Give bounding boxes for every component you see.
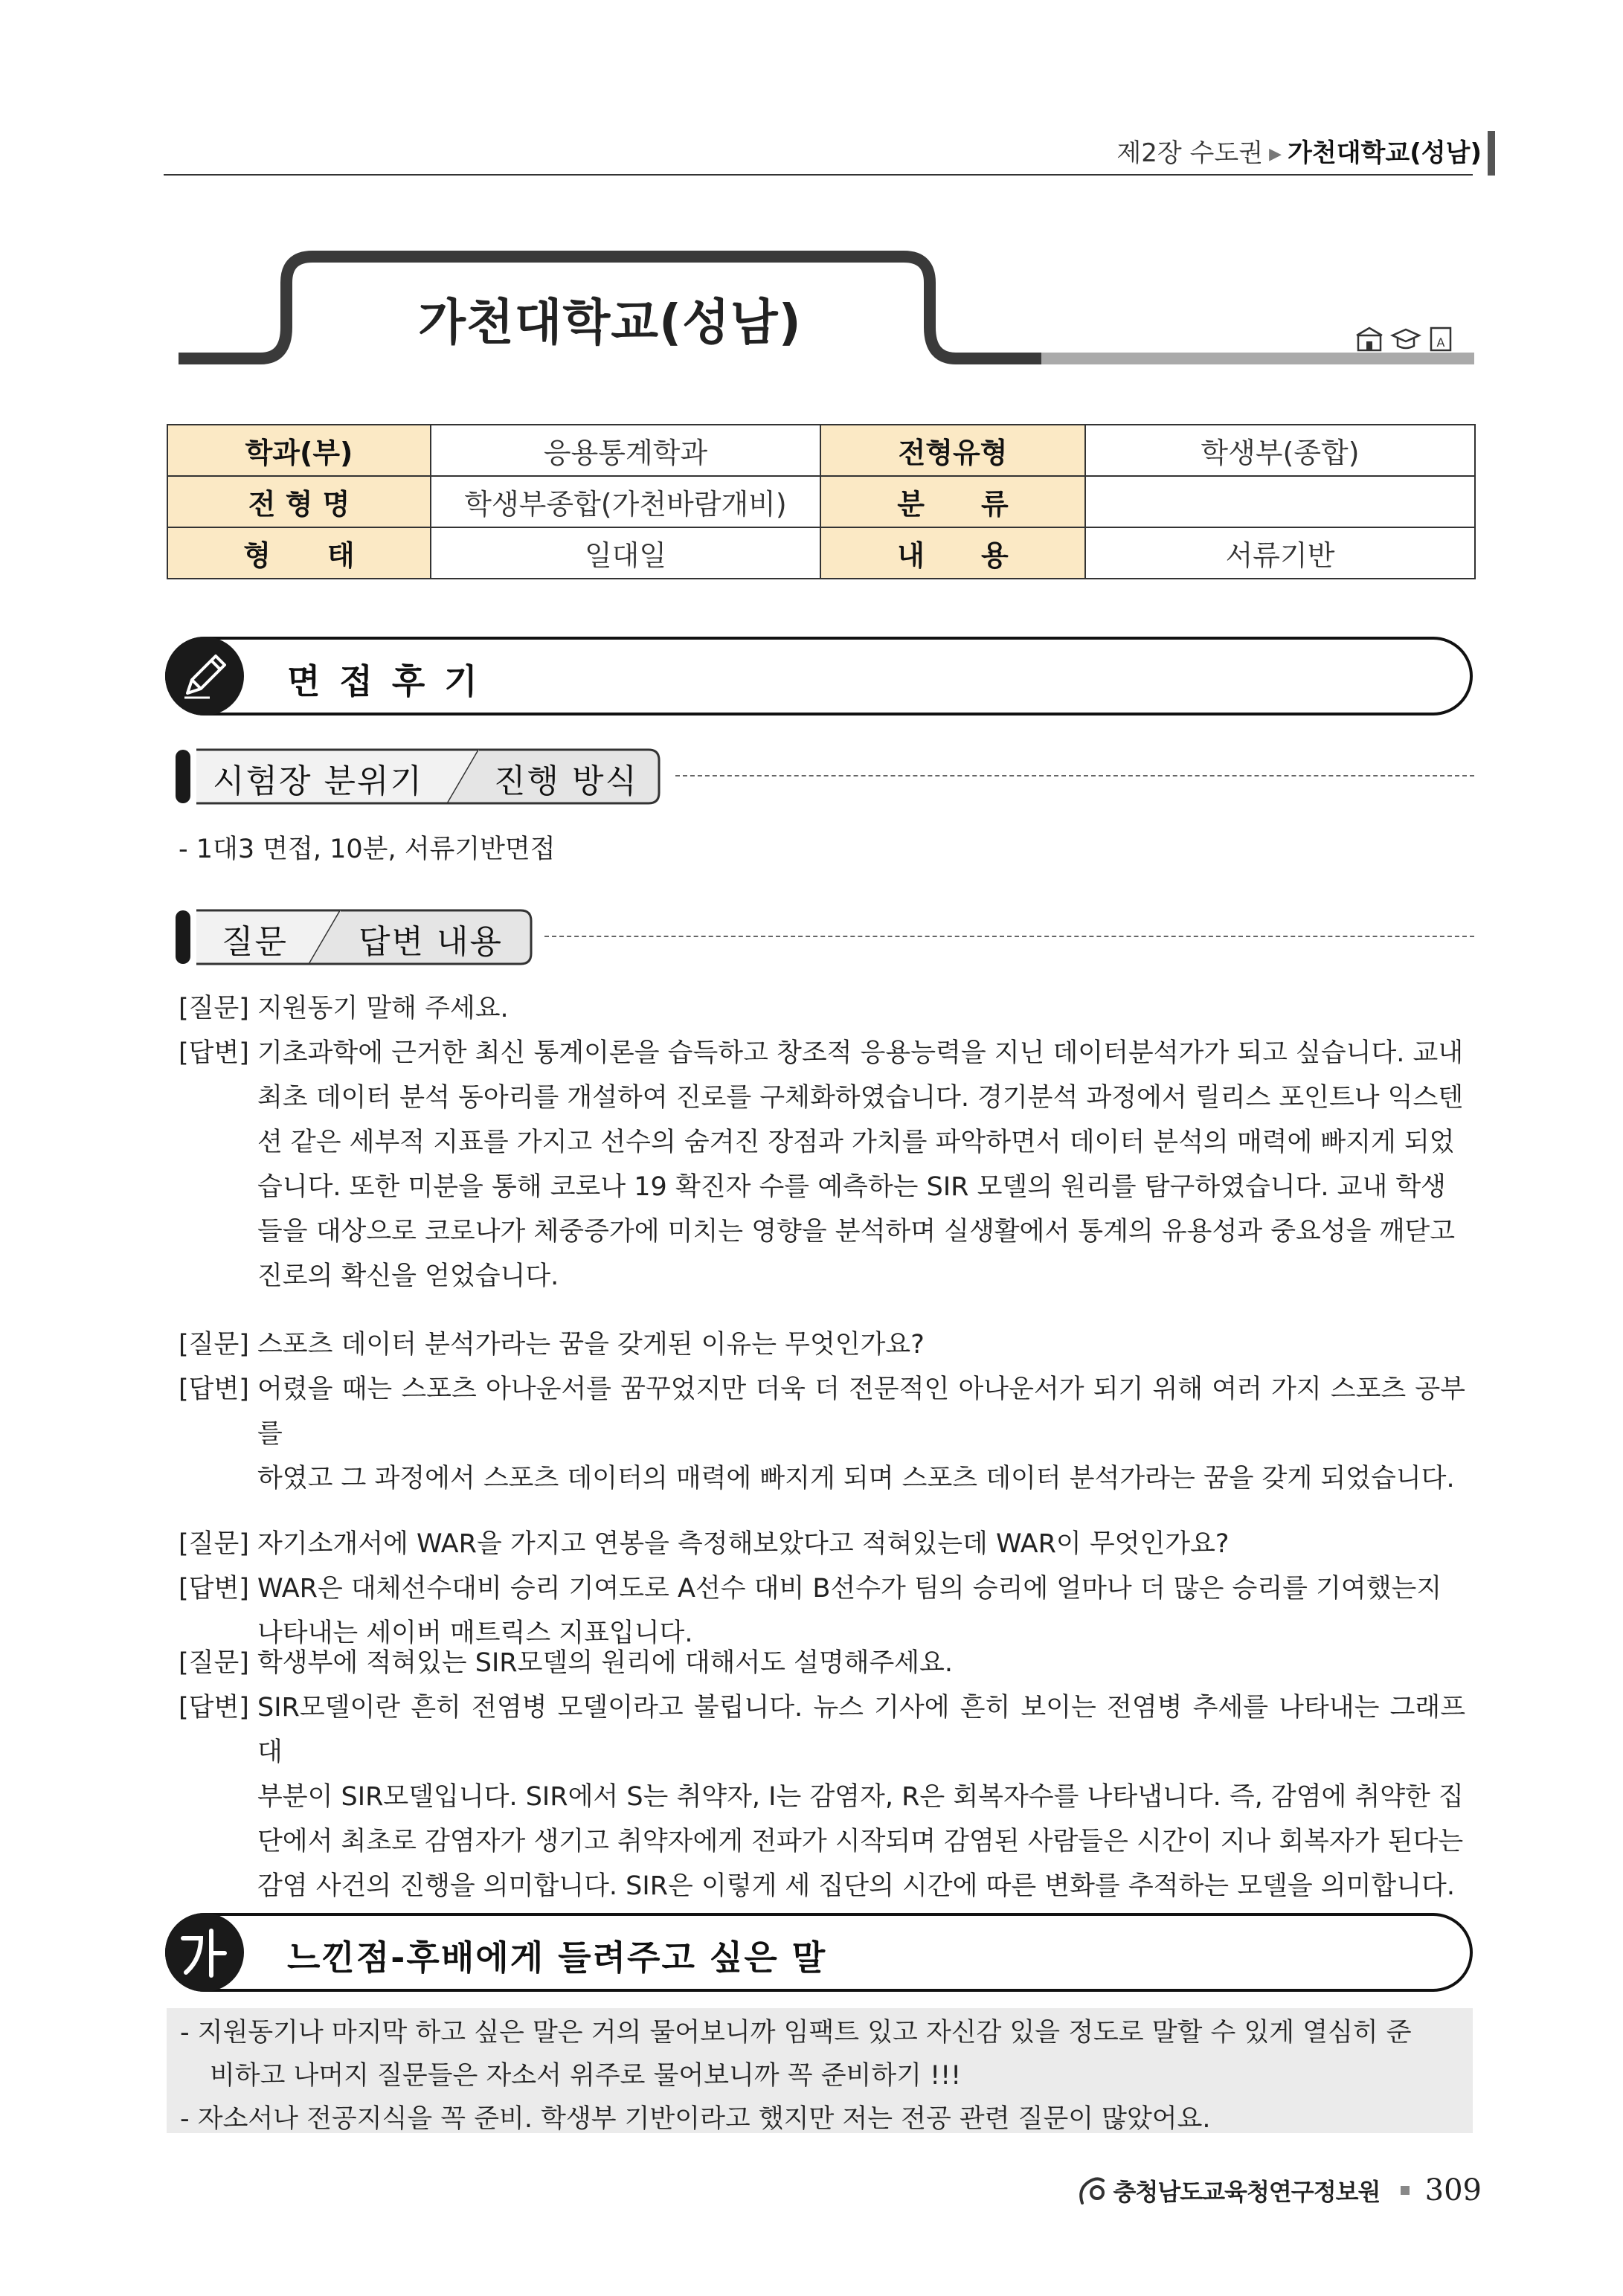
table-header-cell: 전 형 명 xyxy=(167,476,431,527)
tab-label-atmosphere: 시험장 분위기 xyxy=(213,762,424,800)
footer xyxy=(1075,2173,1482,2210)
chapter-label: 제2장 수도권 xyxy=(1116,138,1264,168)
qa-item xyxy=(179,1522,1465,1656)
school-building-icon xyxy=(1357,328,1382,350)
graduation-cap-icon xyxy=(1392,329,1419,348)
advice-item xyxy=(180,2097,1458,2141)
qa-item xyxy=(179,986,1465,1299)
question-tag: [질문] xyxy=(179,1529,249,1559)
title-icons xyxy=(1354,324,1465,353)
question-tag: [질문] xyxy=(179,1648,249,1678)
page-number: 309 xyxy=(1424,2173,1482,2207)
table-header-cell: 전형유형 xyxy=(820,425,1085,476)
answer-tag: [답변] xyxy=(179,1693,249,1723)
question-line xyxy=(179,986,1465,1031)
footer-separator xyxy=(1401,2186,1410,2195)
answer-tag: [답변] xyxy=(179,1574,249,1604)
school-label: 가천대학교(성남) xyxy=(1288,138,1482,168)
table-row xyxy=(167,476,1475,527)
table-row xyxy=(167,425,1475,476)
answer-line: 단에서 최초로 감염자가 생기고 취약자에게 전파가 시작되며 감염된 사람들은 시간이 지나 회복자가 된다는 xyxy=(257,1827,1464,1856)
table-cell: 학생부종합(가천바람개비) xyxy=(431,476,820,527)
answer-text: 기초과학에 근거한 최신 통계이론을 습득하고 창조적 응용능력을 지닌 데이터분석가가 되고 싶습니다. 교내 xyxy=(257,1038,1464,1068)
answer-line: 들을 대상으로 코로나가 체중증가에 미치는 영향을 분석하며 실생활에서 통계의 유용성과 중요성을 깨닫고 xyxy=(257,1217,1456,1247)
answer-line: 션 같은 세부적 지표를 가지고 선수의 숨겨진 장점과 가치를 파악하면서 데이터 분석의 매력에 빠지게 되었 xyxy=(257,1128,1455,1157)
answer-text: SIR모델이란 흔히 전염병 모델이라고 불립니다. 뉴스 기사에 흔히 보이는 전염병 추세를 나타내는 그래프 대 xyxy=(257,1693,1465,1767)
section-title: 느낀점-후배에게 들려주고 싶은 말 xyxy=(287,1938,827,1978)
section-title: 면접후기 xyxy=(287,661,497,701)
arrow-right-icon: ▶ xyxy=(1269,145,1282,164)
advice-line: 비하고 나머지 질문들은 자소서 위주로 물어보니까 꼭 준비하기 !!! xyxy=(210,2061,962,2091)
tab-label-process: 진행 방식 xyxy=(494,762,639,800)
dashed-divider xyxy=(544,936,1474,937)
section-impressions xyxy=(165,1913,1473,1992)
answer-tag: [답변] xyxy=(179,1374,249,1404)
question-line xyxy=(179,1641,1465,1685)
qa-item xyxy=(179,1322,1465,1501)
svg-text:A: A xyxy=(1436,335,1445,350)
header-rule xyxy=(164,174,1473,176)
answer-line: 감염 사건의 진행을 의미합니다. SIR은 이렇게 세 집단의 시간에 따른 변화를 추적하는 모델을 의미합니다. xyxy=(257,1871,1455,1901)
table-header-cell: 내 용 xyxy=(820,527,1085,579)
qa-item xyxy=(179,1641,1465,1908)
table-cell: 서류기반 xyxy=(1085,527,1475,579)
question-tag: [질문] xyxy=(179,994,249,1023)
answer-text: WAR은 대체선수대비 승리 기여도로 A선수 대비 B선수가 팀의 승리에 얼마나 더 많은 승리를 기여했는지 xyxy=(257,1574,1442,1604)
question-line xyxy=(179,1522,1465,1566)
answer-tag: [답변] xyxy=(179,1038,249,1068)
pencil-icon xyxy=(165,637,244,716)
answer-line: 습니다. 또한 미분을 통해 코로나 19 확진자 수를 예측하는 SIR 모델의 원리를 탐구하였습니다. 교내 학생 xyxy=(257,1172,1446,1202)
section-interview-review xyxy=(165,637,1473,716)
section-badge xyxy=(165,1913,244,1992)
answer-text: 어렸을 때는 스포츠 아나운서를 꿈꾸었지만 더욱 더 전문적인 아나운서가 되기 위해 여러 가지 스포츠 공부를 xyxy=(257,1374,1465,1449)
page-title: 가천대학교(성남) xyxy=(418,294,802,351)
table-cell: 일대일 xyxy=(431,527,820,579)
info-table xyxy=(167,424,1476,579)
atmosphere-text: - 1대3 면접, 10분, 서류기반면접 xyxy=(179,835,556,864)
header-bar xyxy=(1488,131,1495,176)
answer-line xyxy=(179,1685,1465,1775)
advice-box xyxy=(167,2008,1473,2133)
answer-line xyxy=(179,1031,1465,1075)
tab-label-question: 질문 xyxy=(222,923,289,961)
question-tag: [질문] xyxy=(179,1330,249,1360)
table-cell xyxy=(1085,476,1475,527)
ga-character-icon xyxy=(165,1913,244,1992)
advice-line: - 자소서나 전공지식을 꼭 준비. 학생부 기반이라고 했지만 저는 전공 관련 질문이 많았어요. xyxy=(180,2104,1211,2134)
question-text: 지원동기 말해 주세요. xyxy=(257,994,509,1023)
footer-org: 충청남도교육청연구정보원 xyxy=(1113,2178,1381,2206)
table-cell: 응용통계학과 xyxy=(431,425,820,476)
section-badge xyxy=(165,637,244,716)
table-header-cell: 형 태 xyxy=(167,527,431,579)
tab-heading-qa xyxy=(173,904,1474,970)
table-row xyxy=(167,527,1475,579)
question-line xyxy=(179,1322,1465,1367)
running-header xyxy=(1116,132,1482,169)
org-logo-icon xyxy=(1075,2173,1109,2207)
table-cell: 학생부(종합) xyxy=(1085,425,1475,476)
tab-label-answer: 답변 내용 xyxy=(359,923,504,961)
tab-heading-atmosphere xyxy=(173,744,1474,809)
answer-line: 나타내는 세이버 매트릭스 지표입니다. xyxy=(257,1618,693,1648)
answer-line: 진로의 확신을 얻었습니다. xyxy=(257,1261,559,1291)
question-text: 자기소개서에 WAR을 가지고 연봉을 측정해보았다고 적혀있는데 WAR이 무엇인가요? xyxy=(257,1529,1230,1559)
document-a-icon xyxy=(1431,328,1450,350)
table-header-cell: 분 류 xyxy=(820,476,1085,527)
answer-line xyxy=(179,1367,1465,1456)
advice-line: - 지원동기나 마지막 하고 싶은 말은 거의 물어보니까 임팩트 있고 자신감 있을 정도로 말할 수 있게 열심히 준 xyxy=(180,2018,1412,2048)
answer-line: 부분이 SIR모델입니다. SIR에서 S는 취약자, I는 감염자, R은 회복자수를 나타냅니다. 즉, 감염에 취약한 집 xyxy=(257,1782,1464,1812)
answer-line: 최초 데이터 분석 동아리를 개설하여 진로를 구체화하였습니다. 경기분석 과정에서 릴리스 포인트나 익스텐 xyxy=(257,1083,1464,1113)
answer-line: 하였고 그 과정에서 스포츠 데이터의 매력에 빠지게 되며 스포츠 데이터 분석가라는 꿈을 갖게 되었습니다. xyxy=(257,1464,1455,1493)
question-text: 스포츠 데이터 분석가라는 꿈을 갖게된 이유는 무엇인가요? xyxy=(257,1330,925,1360)
advice-item xyxy=(180,2011,1458,2097)
answer-line xyxy=(179,1566,1465,1611)
question-text: 학생부에 적혀있는 SIR모델의 원리에 대해서도 설명해주세요. xyxy=(257,1648,954,1678)
dashed-divider xyxy=(675,775,1474,776)
table-header-cell: 학과(부) xyxy=(167,425,431,476)
